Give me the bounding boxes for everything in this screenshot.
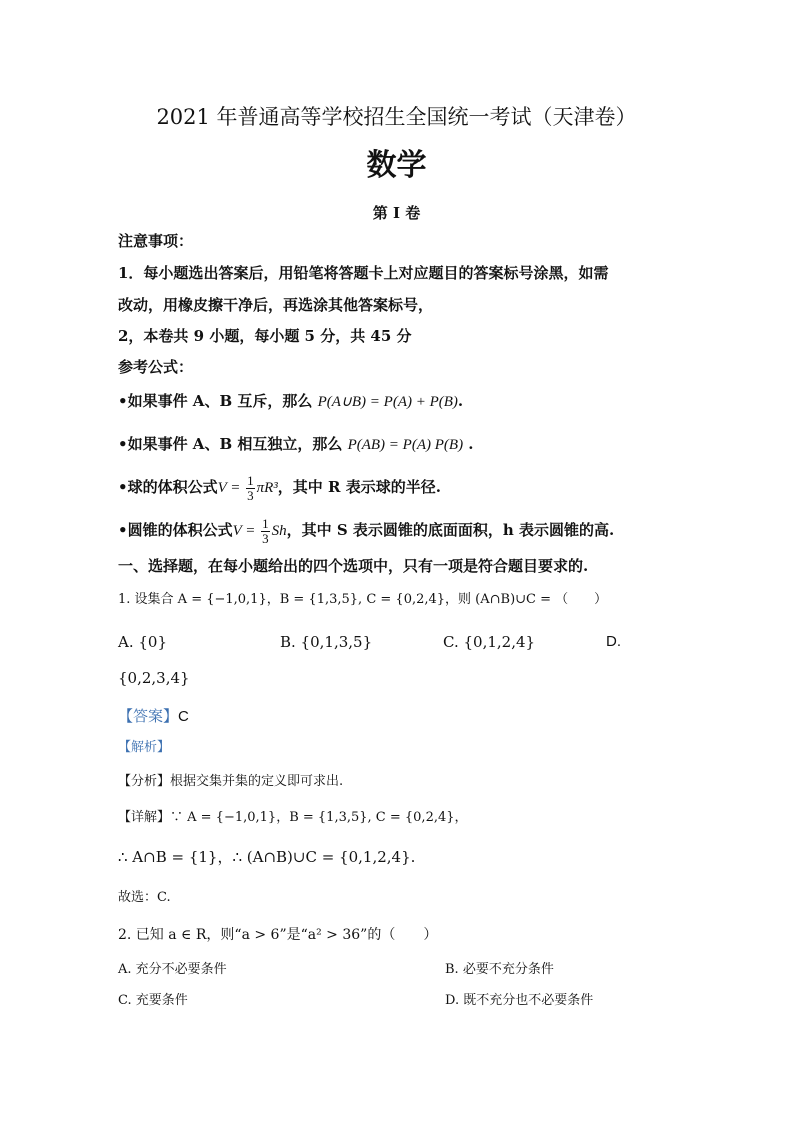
section-heading: 一、选择题，在每小题给出的四个选项中，只有一项是符合题目要求的. bbox=[118, 557, 589, 575]
conclusion: 故选：C. bbox=[118, 890, 171, 905]
q1-option-c: C. {0,1,2,4} bbox=[443, 633, 536, 651]
formula-independent: •如果事件 A、B 相互独立，那么 P(AB) = P(A) P(B) . bbox=[118, 435, 474, 453]
answer-line: 【答案】C bbox=[118, 707, 189, 725]
q1-stem: 1. 设集合 A = {−1,0,1}，B = {1,3,5}, C = {0,2,4}，则 (A∩B)∪C = （ ） bbox=[118, 592, 608, 607]
volume-label: 第 I 卷 bbox=[372, 204, 421, 222]
q2-option-c: C. 充要条件 bbox=[118, 993, 188, 1008]
formula-cone: •圆锥的体积公式V = $\frac{1}{3}$ Sh，其中 S 表示圆锥的底面面积，h 表示圆锥的高. bbox=[118, 515, 615, 546]
notice-item-1: 1．每小题选出答案后，用铅笔将答题卡上对应题目的答案标号涂黑，如需 bbox=[118, 264, 609, 282]
notice-item-1-cont: 改动，用橡皮擦干净后，再选涂其他答案标号， bbox=[118, 296, 434, 314]
analysis-label: 【解析】 bbox=[118, 740, 171, 755]
q1-option-a: A. {0} bbox=[118, 633, 167, 651]
notice-heading: 注意事项： bbox=[118, 232, 194, 250]
formulas-heading: 参考公式： bbox=[118, 358, 194, 376]
q1-option-d-value: {0,2,3,4} bbox=[118, 669, 190, 687]
exam-title: 2021 年普通高等学校招生全国统一考试（天津卷） bbox=[156, 105, 637, 129]
subject-title: 数学 bbox=[366, 148, 427, 183]
detail-line-1: 【详解】∵ A = {−1,0,1}，B = {1,3,5}, C = {0,2,4}， bbox=[118, 810, 468, 825]
analysis-text: 【分析】根据交集并集的定义即可求出. bbox=[118, 774, 344, 789]
q1-option-b: B. {0,1,3,5} bbox=[280, 633, 373, 651]
q2-stem: 2. 已知 a ∈ R，则“a > 6”是“a² > 36”的（ ） bbox=[118, 927, 438, 943]
q2-option-d: D. 既不充分也不必要条件 bbox=[445, 993, 594, 1008]
q2-option-b: B. 必要不充分条件 bbox=[445, 962, 554, 977]
formula-exclusive: •如果事件 A、B 互斥，那么 P(A∪B) = P(A) + P(B). bbox=[118, 392, 464, 410]
detail-line-2: ∴ A∩B = {1}，∴ (A∩B)∪C = {0,1,2,4}. bbox=[118, 848, 416, 866]
q2-option-a: A. 充分不必要条件 bbox=[118, 962, 227, 977]
q1-option-d: D. bbox=[606, 633, 621, 650]
notice-item-2: 2，本卷共 9 小题，每小题 5 分，共 45 分 bbox=[118, 327, 412, 345]
formula-sphere: •球的体积公式V = $\frac{1}{3}$ πR³，其中 R 表示球的半径. bbox=[118, 472, 441, 503]
